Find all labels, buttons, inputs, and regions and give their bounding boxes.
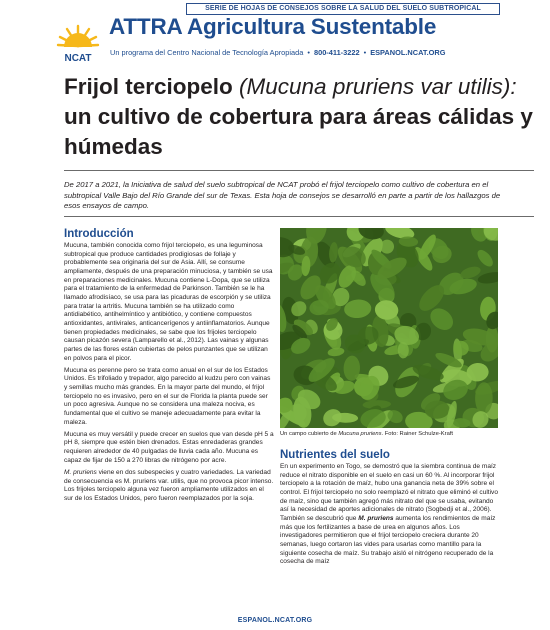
series-banner: SERIE DE HOJAS DE CONSEJOS SOBRE LA SALUD DEL SUELO SUBTROPICAL: [186, 3, 500, 15]
paragraph: [64, 469, 274, 504]
paragraph: [280, 463, 498, 567]
title-suffix: un cultivo de cobertura para áreas cálidas y húmedas: [64, 104, 533, 159]
caption-species: Mucuna pruriens: [338, 431, 382, 437]
caption-text: Un campo cubierto de: [280, 431, 339, 437]
right-column: [280, 228, 498, 570]
paragraph-text: aumenta los rendimientos de maíz más que los fertilizantes a base de urea en algunos años. Los investigadores permitieron que el frijol terciopelo creciera durante 20 semanas, luego cortaron las vides para usarlas como mantillo para la siguiente cosecha de maíz. Su trabajo aisló el nitrógeno recuperado de la cosecha de maíz: [280, 514, 496, 566]
species-name: M. pruriens: [358, 514, 394, 522]
caption-credit: . Foto: Rainer Schulze-Kraft: [381, 431, 454, 437]
website-link[interactable]: ESPANOL.NCAT.ORG: [370, 48, 446, 57]
divider: [64, 216, 534, 217]
photo-caption: [280, 431, 498, 438]
title-prefix: Frijol terciopelo: [64, 74, 240, 99]
paragraph: Mucuna, también conocida como frijol terciopelo, es una leguminosa subtropical que produce cantidades prodigiosas de follaje y probablemente sea originaria del sur de Asia. Allí, se consume ampliamente, después de una preparación minuciosa, y también se usa en preparaciones medicinales. Mucuna contiene L-Dopa, que se utiliza para el tratamiento de la enfermedad de Parkinson. También se le ha llamado afrodisíaco, se usa para las picaduras de escorpión y se utiliza para tratar la artritis. Mucuna también se ha utilizado como antidiabético, antihelmíntico y antibiótico, y contiene compuestos antioxidantes, antivirales, anticancerígenos y antiinflamatorios. Aunque tienen propiedades medicinales, se sabe que los frijoles terciopelo causan picazón severa (Lamparello et al., 2012). Las vainas y algunas partes de las flores están cubiertas de pelos punzantes que se utilizan en polvos para el picor.: [64, 242, 273, 362]
mucuna-field-photo: [280, 228, 498, 428]
brand-title: ATTRA Agricultura Sustentable: [109, 14, 437, 39]
paragraph: Mucuna es muy versátil y puede crecer en suelos que van desde pH 5 a pH 8, siempre que estén bien drenados. Estas enredaderas grandes requieren alrededor de 40 pulgadas de lluvia cada año. Mucuna es capaz de fijar de 150 a 270 libras de nitrógeno por acre.: [64, 430, 274, 464]
intro-text: De 2017 a 2021, la Iniciativa de salud del suelo subtropical de NCAT probó el frijol terciopelo como cultivo de cobertura en el subtropical Valle Bajo del Río Grande del sur de Texas. Esta hoja de consejos se desarrolló en parte a partir de los hallazgos de esos ensayos de campo.: [64, 180, 501, 210]
paragraph: Mucuna es perenne pero se trata como anual en el sur de los Estados Unidos. Es trifoliado y trepador, algo parecido al kudzu pero con vainas y semillas mucho más grandes. En la mayor parte del mundo, el frijol terciopelo no es invasivo, pero en el sur de Florida la planta puede ser un poco agresiva. Aunque no se considera una maleza nociva, es fundamental que el cultivo se maneje adecuadamente para evitar la maleza.: [64, 366, 271, 426]
program-name: Un programa del Centro Nacional de Tecnología Apropiada: [110, 48, 304, 57]
paragraph-text: viene en dos subespecies y cuatro variedades. La variedad de consecuencia es M. pruriens var. utilis, que no provoca picor intenso. Los frijoles terciopelo alguna vez fueron ampliamente utilizados en el sur de los Estados Unidos, pero fueron reemplazados por la soja.: [64, 468, 274, 502]
section-heading-nutrientes: Nutrientes del suelo: [280, 449, 390, 461]
paragraph-text: En un experimento en Togo, se demostró que la siembra continua de maíz reduce el nitrato disponible en el suelo en casi un 60 %. Al incorporar frijol terciopelo a la rotación de maíz, hubo una ganancia neta de 39% sobre el control. El frijol terciopelo no solo reemplazó el nitrato que eliminó el cultivo de maíz, sino que también agregó más nitrato del que se usaba, evitando así la necesidad de aportes adicionales de nitrato (Sogbedji et al., 2006). También se descubrió que: [280, 463, 498, 522]
footer-website[interactable]: ESPANOL.NCAT.ORG: [237, 617, 313, 624]
divider: [64, 170, 534, 171]
logo-text: NCAT: [64, 53, 92, 64]
separator: •: [363, 48, 367, 57]
program-line: [110, 48, 445, 57]
species-name: M. pruriens: [64, 468, 97, 476]
page-title: [64, 72, 534, 162]
title-scientific-name: (Mucuna pruriens var utilis):: [239, 74, 517, 99]
left-column: [64, 228, 274, 507]
phone-number: 800-411-3222: [313, 48, 360, 57]
ncat-logo: [56, 20, 100, 64]
separator: •: [307, 48, 310, 57]
section-heading-introduccion: Introducción: [64, 228, 134, 240]
